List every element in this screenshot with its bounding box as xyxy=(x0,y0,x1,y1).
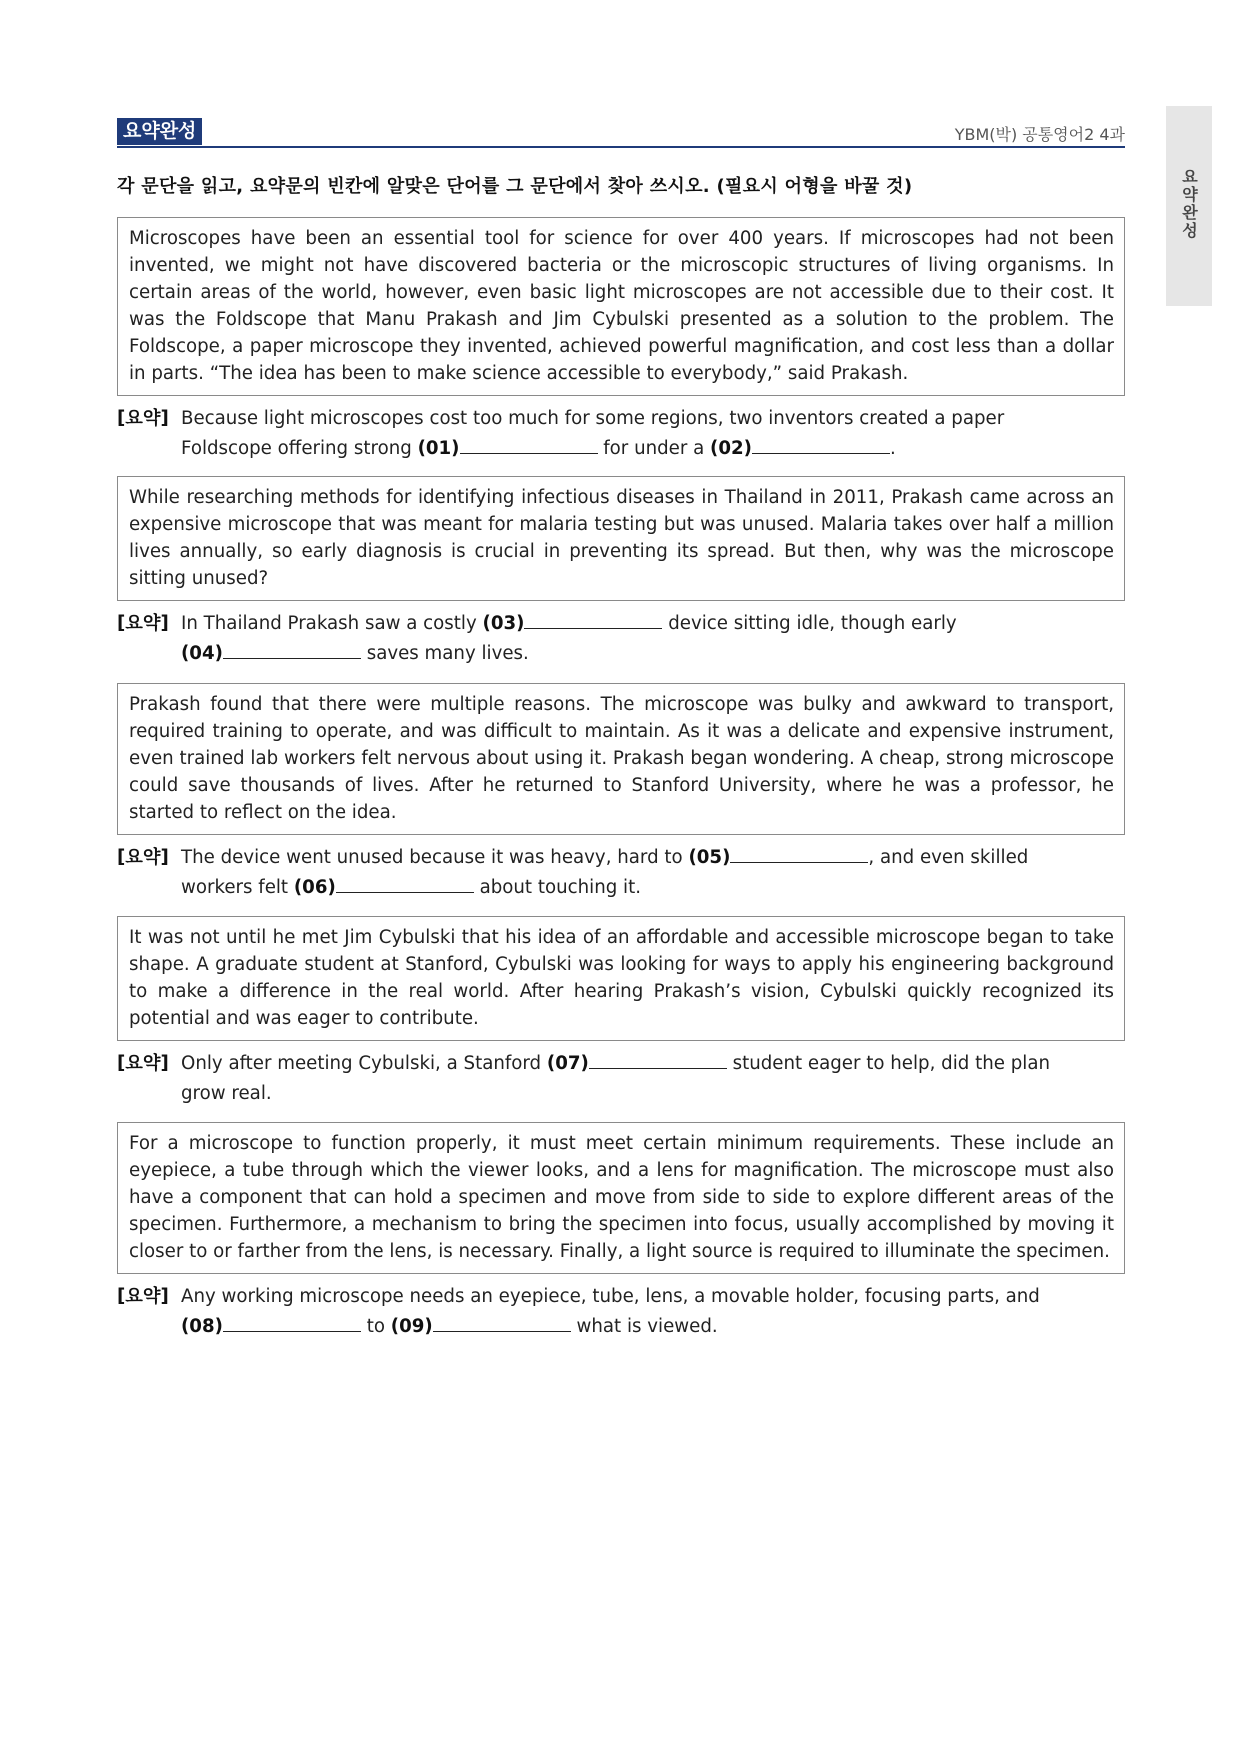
summary-fragment: , and even skilled xyxy=(868,847,1029,868)
summary xyxy=(117,609,1117,669)
answer-blank[interactable] xyxy=(460,435,598,454)
summary-tag: [요약] xyxy=(117,847,169,868)
blank-number: (08) xyxy=(181,1316,223,1337)
summary xyxy=(117,404,1117,464)
section-3 xyxy=(117,683,1125,903)
section-4 xyxy=(117,916,1125,1109)
summary-text xyxy=(181,1053,1050,1104)
summary xyxy=(117,1282,1117,1342)
summary-fragment: . xyxy=(889,438,896,459)
passage: It was not until he met Jim Cybulski that his idea of an affordable and accessible microscope began to take shape. A graduate student at Stanford, Cybulski was looking for ways to apply his engineering background to make a difference in the real world. After hearing Prakash’s vision, Cybulski quickly recognized its potential and was eager to contribute. xyxy=(117,916,1125,1041)
answer-blank[interactable] xyxy=(223,640,361,659)
answer-blank[interactable] xyxy=(589,1050,727,1069)
instruction: 각 문단을 읽고, 요약문의 빈칸에 알맞은 단어를 그 문단에서 찾아 쓰시오. (필요시 어형을 바꿀 것) xyxy=(117,176,913,197)
summary-tag: [요약] xyxy=(117,613,169,634)
summary xyxy=(117,1049,1117,1109)
passage: While researching methods for identifying infectious diseases in Thailand in 2011, Prakash came across an expensive microscope that was meant for malaria testing but was unused. Malaria takes over half a million lives annually, so early diagnosis is crucial in preventing its spread. But then, why was the microscope sitting unused? xyxy=(117,476,1125,601)
summary-text xyxy=(181,613,957,664)
passage: For a microscope to function properly, it must meet certain minimum requirements. These include an eyepiece, a tube through which the viewer looks, and a lens for magnification. The microscope must also have a component that can hold a specimen and move from side to side to explore different areas of the specimen. Furthermore, a mechanism to bring the specimen into focus, usually accomplished by moving it closer to or farther from the lens, is necessary. Finally, a light source is required to illuminate the specimen. xyxy=(117,1122,1125,1274)
summary-fragment: saves many lives. xyxy=(360,643,529,664)
summary-fragment: about touching it. xyxy=(473,877,642,898)
blank-number: (02) xyxy=(710,438,752,459)
summary-text xyxy=(181,847,1028,898)
summary-fragment: Foldscope offering strong xyxy=(181,438,418,459)
answer-blank[interactable] xyxy=(223,1313,361,1332)
summary-fragment: workers felt xyxy=(181,877,294,898)
summary-fragment: device sitting idle, though early xyxy=(662,613,957,634)
section-5 xyxy=(117,1122,1125,1342)
summary-tag: [요약] xyxy=(117,1286,169,1307)
answer-blank[interactable] xyxy=(752,435,890,454)
answer-blank[interactable] xyxy=(730,844,868,863)
answer-blank[interactable] xyxy=(336,874,474,893)
blank-number: (09) xyxy=(390,1316,433,1337)
summary xyxy=(117,843,1117,903)
answer-blank[interactable] xyxy=(433,1313,571,1332)
summary-text xyxy=(181,1286,1040,1337)
summary-fragment: grow real. xyxy=(181,1083,272,1104)
summary-fragment: Because light microscopes cost too much for some regions, two inventors created a paper xyxy=(181,408,1005,429)
passage: Prakash found that there were multiple reasons. The microscope was bulky and awkward to transport, required training to operate, and was difficult to maintain. As it was a delicate and expensive instrument, even trained lab workers felt nervous about using it. Prakash began wondering. A cheap, strong microscope could save thousands of lives. After he returned to Stanford University, where he was a professor, he started to reflect on the idea. xyxy=(117,683,1125,835)
summary-fragment: In Thailand Prakash saw a costly xyxy=(181,613,483,634)
page-header xyxy=(117,118,1125,148)
section-badge: 요약완성 xyxy=(117,118,202,145)
summary-fragment: what is viewed. xyxy=(570,1316,718,1337)
answer-blank[interactable] xyxy=(524,610,662,629)
summary-tag: [요약] xyxy=(117,408,169,429)
summary-tag: [요약] xyxy=(117,1053,169,1074)
summary-fragment: student eager to help, did the plan xyxy=(726,1053,1050,1074)
blank-number: (04) xyxy=(181,643,223,664)
summary-fragment: The device went unused because it was heavy, hard to xyxy=(181,847,689,868)
blank-number: (05) xyxy=(688,847,731,868)
blank-number: (06) xyxy=(293,877,336,898)
blank-number: (01) xyxy=(417,438,460,459)
summary-fragment: Only after meeting Cybulski, a Stanford xyxy=(181,1053,547,1074)
section-2 xyxy=(117,476,1125,669)
side-tab-label: 요약완성 xyxy=(1179,168,1199,240)
blank-number: (03) xyxy=(482,613,525,634)
summary-text xyxy=(181,408,1004,459)
summary-fragment: Any working microscope needs an eyepiece, tube, lens, a movable holder, focusing parts, and xyxy=(181,1286,1040,1307)
course-label: YBM(박) 공통영어2 4과 xyxy=(954,125,1125,144)
side-tab[interactable] xyxy=(1166,106,1212,306)
passage: Microscopes have been an essential tool for science for over 400 years. If microscopes had not been invented, we might not have discovered bacteria or the microscopic structures of living organisms. In certain areas of the world, however, even basic light microscopes are not accessible due to their cost. It was the Foldscope that Manu Prakash and Jim Cybulski presented as a solution to the problem. The Foldscope, a paper microscope they invented, achieved powerful magnification, and cost less than a dollar in parts. “The idea has been to make science accessible to everybody,” said Prakash. xyxy=(117,217,1125,396)
section-1 xyxy=(117,217,1125,464)
summary-fragment: to xyxy=(360,1316,391,1337)
summary-fragment: for under a xyxy=(597,438,711,459)
blank-number: (07) xyxy=(546,1053,589,1074)
